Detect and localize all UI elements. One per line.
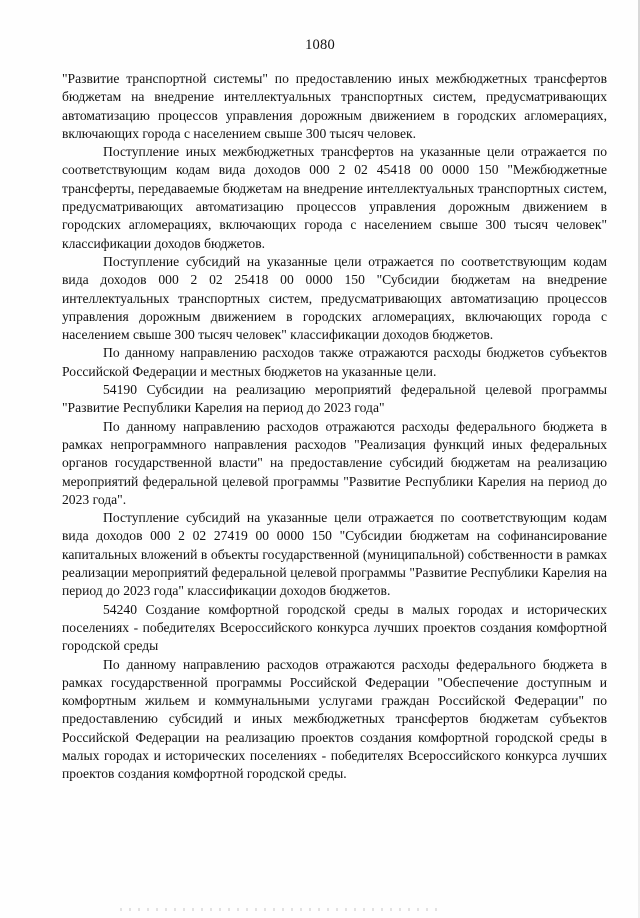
heading-54240: 54240 Создание комфортной городской среды в малых городах и исторических поселениях - победителях Всероссийского конкурса лучших проектов создания комфортной городской среды xyxy=(62,601,607,654)
paragraph-54190-description: По данному направлению расходов отражаются расходы федерального бюджета в рамках непрограммного направления расходов "Реализация функций иных федеральных органов государственной власти" на предоставление субсидий бюджетам на реализацию мероприятий федеральной целевой программы "Развитие Республики Карелия на период до 2023 года". xyxy=(62,418,607,507)
paragraph-54190-receipt: Поступление субсидий на указанные цели отражается по соответствующим кодам вида доходов 000 2 02 27419 00 0000 150 "Субсидии бюджетам на софинансирование капитальных вложений в объекты государственной (муниципальной) собственности в рамках реализации мероприятий федеральной целевой программы "Развитие Республики Карелия на период до 2023 года" классификации доходов бюджетов. xyxy=(62,510,607,599)
paragraph-regional-local-expenses: По данному направлению расходов также отражаются расходы бюджетов субъектов Российской Федерации и местных бюджетов на указанные цели. xyxy=(62,345,607,379)
scan-artifact xyxy=(120,908,440,911)
document-body xyxy=(62,70,607,784)
page-number: 1080 xyxy=(305,37,335,53)
paragraph-54240-description: По данному направлению расходов отражаются расходы федерального бюджета в рамках государственной программы Российской Федерации "Обеспечение доступным и комфортным жильем и коммунальными услугами граждан Российской Федерации" по предоставлению субсидий и иных межбюджетных трансфертов бюджетам субъектов Российской Федерации на реализацию проектов создания комфортной городской среды в малых городах и исторических поселениях - победителях Всероссийского конкурса лучших проектов создания комфортной городской среды. xyxy=(62,656,607,782)
heading-54190: 54190 Субсидии на реализацию мероприятий федеральной целевой программы "Развитие Республики Карелия на период до 2023 года" xyxy=(62,382,607,416)
paragraph-subsidies-receipt: Поступление субсидий на указанные цели отражается по соответствующим кодам вида доходов 000 2 02 25418 00 0000 150 "Субсидии бюджетам на внедрение интеллектуальных транспортных систем, предусматривающих автоматизацию процессов управления дорожным движением в городских агломерациях, включающих города с населением свыше 300 тысяч человек" классификации доходов бюджетов. xyxy=(62,253,607,343)
paragraph-continuation: "Развитие транспортной системы" по предоставлению иных межбюджетных трансфертов бюджетам на внедрение интеллектуальных транспортных систем, предусматривающих автоматизацию процессов управления дорожным движением в городских агломерациях, включающих города с населением свыше 300 тысяч человек. xyxy=(62,71,607,141)
paragraph-other-transfers-receipt: Поступление иных межбюджетных трансфертов на указанные цели отражается по соответствующим кодам вида доходов 000 2 02 45418 00 0000 150 "Межбюджетные трансферты, передаваемые бюджетам на внедрение интеллектуальных транспортных систем, предусматривающих автоматизацию процессов управления дорожным движением в городских агломерациях, включающих города с населением свыше 300 тысяч человек" классификации доходов бюджетов. xyxy=(62,144,607,251)
